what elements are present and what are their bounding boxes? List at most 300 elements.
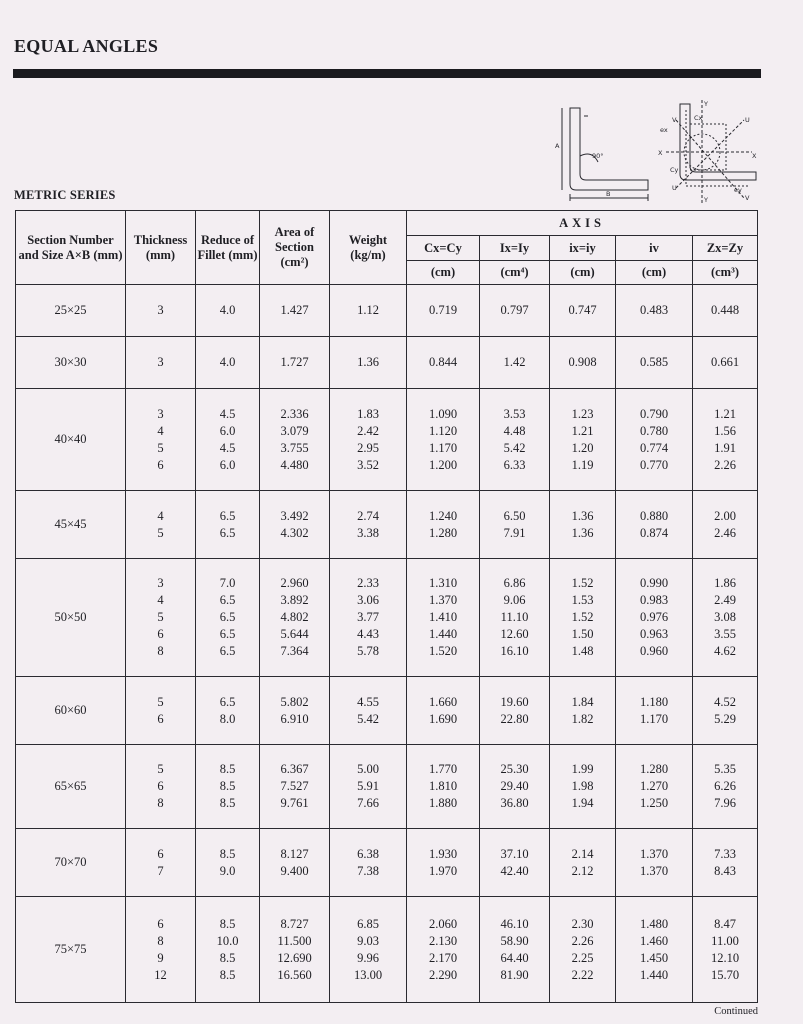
cell-value: 9.03 [357, 933, 379, 948]
cell-ri [550, 337, 616, 389]
cell-value: 1.970 [428, 863, 458, 878]
cell-value: 36.80 [500, 796, 529, 810]
cell-value: 3.52 [357, 457, 379, 472]
cell-r [196, 897, 260, 1003]
cell-t [126, 745, 196, 829]
cell-value: 1.460 [639, 933, 669, 948]
cell-value: 1.930 [428, 846, 458, 861]
header-cx: Cx=Cy [407, 236, 480, 261]
series-label: METRIC SERIES [14, 188, 116, 202]
cell-value: 1.53 [571, 593, 594, 607]
cell-value: 0.770 [639, 457, 669, 472]
cell-value: 6.38 [357, 846, 379, 861]
angle-label: 90° [592, 152, 604, 160]
cell-iv [616, 337, 693, 389]
y-axis-label: Y [704, 100, 708, 108]
cell-value: 12.60 [500, 627, 529, 641]
cell-value: 0.790 [639, 406, 669, 421]
cell-value: 1.36 [571, 525, 594, 540]
cell-value: 1.120 [428, 423, 458, 438]
header-zx: Zx=Zy [693, 236, 758, 261]
cell-value: 81.90 [500, 967, 529, 982]
cell-w [330, 745, 407, 829]
cell-value: 6 [157, 916, 164, 931]
cell-ix [480, 677, 550, 745]
cell-cx [407, 745, 480, 829]
section-size: 25×25 [16, 285, 126, 337]
cell-value: 7.38 [357, 863, 379, 878]
cell-value: 7 [157, 863, 164, 878]
header-ri-unit: (cm) [550, 261, 616, 285]
cell-value: 0.661 [710, 355, 740, 369]
cell-value: 6 [157, 627, 164, 641]
cell-ri [550, 897, 616, 1003]
cell-value: 3.755 [280, 440, 309, 455]
cell-r [196, 559, 260, 677]
cell-value: 5 [157, 762, 164, 776]
cell-a [260, 745, 330, 829]
ex-label: ex [660, 126, 668, 134]
cell-w [330, 559, 407, 677]
cell-value: 2.960 [280, 576, 309, 590]
cell-iv [616, 897, 693, 1003]
cell-value: 3.77 [357, 610, 379, 624]
section-size: 75×75 [16, 897, 126, 1003]
table-body [16, 285, 758, 1003]
cell-value: 5.78 [357, 644, 379, 658]
cell-value: 4.62 [714, 644, 736, 658]
cell-t [126, 337, 196, 389]
cell-value: 6.5 [219, 525, 236, 540]
cell-value: 11.00 [711, 933, 739, 948]
cell-value: 1.370 [639, 846, 669, 861]
cell-value: 6.0 [219, 457, 236, 472]
cell-a [260, 389, 330, 491]
cell-value: 7.33 [714, 846, 736, 861]
cell-value: 6.0 [219, 423, 236, 438]
cell-value: 1.56 [714, 423, 736, 438]
cell-ix [480, 285, 550, 337]
cell-iv [616, 677, 693, 745]
cell-value: 1.99 [571, 762, 594, 776]
cy-label: Cy [670, 166, 679, 174]
cell-ri [550, 677, 616, 745]
cell-value: 5.29 [714, 711, 736, 726]
table-row [16, 829, 758, 897]
cell-w [330, 337, 407, 389]
cell-value: 0.963 [639, 627, 669, 641]
cell-value: 4.43 [357, 627, 379, 641]
cell-value: 3 [157, 303, 164, 317]
cell-r [196, 337, 260, 389]
title-rule [13, 69, 761, 78]
cell-cx [407, 559, 480, 677]
section-size: 70×70 [16, 829, 126, 897]
cell-t [126, 829, 196, 897]
header-cx-unit: (cm) [407, 261, 480, 285]
cell-cx [407, 829, 480, 897]
cell-value: 1.12 [357, 303, 379, 317]
cell-value: 3.06 [357, 593, 379, 607]
cell-value: 4.5 [219, 406, 236, 421]
table-row [16, 389, 758, 491]
cell-value: 42.40 [500, 863, 529, 878]
cell-value: 0.908 [568, 355, 597, 369]
cell-value: 1.52 [571, 576, 594, 590]
cell-w [330, 491, 407, 559]
header-fillet: Reduce of Fillet (mm) [196, 211, 260, 285]
cell-value: 1.440 [639, 967, 669, 982]
header-ix-unit: (cm⁴) [480, 261, 550, 285]
cell-value: 8.47 [714, 916, 736, 931]
cell-value: 5 [157, 610, 164, 624]
cell-r [196, 829, 260, 897]
cell-value: 1.660 [428, 694, 458, 709]
cell-value: 1.98 [571, 779, 594, 793]
cell-value: 0.960 [639, 644, 669, 658]
cell-value: 64.40 [500, 950, 529, 965]
u-axis-label-bottom: U [672, 184, 677, 192]
cell-value: 1.180 [639, 694, 669, 709]
v-axis-label-bottom: V [745, 194, 750, 202]
cell-value: 8.5 [219, 950, 236, 965]
cell-value: 5.91 [357, 779, 379, 793]
cell-value: 1.20 [571, 440, 594, 455]
header-area-label: Area of Section [274, 225, 315, 254]
cell-value: 3.079 [280, 423, 309, 438]
cell-t [126, 559, 196, 677]
cell-a [260, 559, 330, 677]
cell-value: 19.60 [500, 694, 529, 709]
cell-value: 1.410 [428, 610, 458, 624]
cell-zx [693, 897, 758, 1003]
cell-value: 8 [157, 933, 164, 948]
cell-r [196, 491, 260, 559]
cell-value: 1.94 [571, 796, 594, 810]
cell-w [330, 897, 407, 1003]
cell-ix [480, 491, 550, 559]
table-row [16, 677, 758, 745]
cell-value: 2.46 [714, 525, 736, 540]
section-size: 50×50 [16, 559, 126, 677]
cell-value: 6.5 [219, 593, 236, 607]
cell-value: 4.55 [357, 694, 379, 709]
cell-cx [407, 389, 480, 491]
x-axis-label: X [658, 149, 663, 157]
cell-value: 2.336 [280, 406, 309, 421]
cell-value: 1.200 [428, 457, 458, 472]
cell-w [330, 285, 407, 337]
cell-value: 5.644 [280, 627, 309, 641]
cell-r [196, 285, 260, 337]
cell-value: 4.802 [280, 610, 309, 624]
u-axis-label: U [745, 116, 750, 124]
cell-cx [407, 677, 480, 745]
cell-iv [616, 745, 693, 829]
cell-value: 2.14 [571, 846, 594, 861]
cell-value: 0.774 [639, 440, 669, 455]
header-iv: iv [616, 236, 693, 261]
cell-value: 5.42 [357, 711, 379, 726]
cell-value: 4.302 [280, 525, 309, 540]
cell-value: 3.53 [503, 406, 526, 421]
cell-value: 8.727 [280, 916, 309, 931]
cell-zx [693, 337, 758, 389]
cell-value: 46.10 [500, 916, 529, 931]
cell-a [260, 491, 330, 559]
header-area-unit: (cm²) [280, 255, 309, 269]
cell-value: 6.5 [219, 627, 236, 641]
cell-value: 0.780 [639, 423, 669, 438]
cell-value: 2.33 [357, 576, 379, 590]
cell-value: 1.91 [714, 440, 736, 455]
cell-value: 1.810 [428, 779, 458, 793]
cell-value: 1.240 [428, 508, 458, 523]
cell-value: 7.66 [357, 796, 379, 810]
cell-w [330, 677, 407, 745]
cell-value: 8.0 [219, 711, 236, 726]
cell-value: 1.50 [571, 627, 594, 641]
cell-iv [616, 285, 693, 337]
cell-value: 2.30 [571, 916, 594, 931]
table-row [16, 491, 758, 559]
cell-ri [550, 829, 616, 897]
cell-value: 12.10 [710, 950, 740, 965]
cell-value: 6.5 [219, 644, 236, 658]
cell-iv [616, 829, 693, 897]
cell-value: 6.33 [503, 457, 526, 472]
cell-value: 7.91 [503, 525, 526, 540]
section-size: 60×60 [16, 677, 126, 745]
cell-value: 2.26 [571, 933, 594, 948]
continued-note: Continued [714, 1006, 758, 1017]
cell-value: 1.23 [571, 406, 594, 421]
cell-w [330, 829, 407, 897]
cell-value: 4 [157, 593, 164, 607]
cell-value: 6 [157, 711, 164, 726]
cell-value: 5.802 [280, 694, 309, 709]
section-size: 45×45 [16, 491, 126, 559]
cell-zx [693, 491, 758, 559]
cell-value: 13.00 [353, 967, 383, 982]
cell-ix [480, 829, 550, 897]
cell-ri [550, 745, 616, 829]
cell-value: 4.0 [219, 355, 236, 369]
cell-ix [480, 745, 550, 829]
cell-value: 1.690 [428, 711, 458, 726]
cell-value: 0.990 [639, 576, 669, 590]
cell-ix [480, 337, 550, 389]
cell-value: 0.976 [639, 610, 669, 624]
cell-value: 6.5 [219, 694, 236, 709]
cell-value: 3.892 [280, 593, 309, 607]
equal-angles-table [15, 210, 758, 1003]
cell-value: 6 [157, 457, 164, 472]
cell-cx [407, 285, 480, 337]
table-row [16, 745, 758, 829]
cell-ix [480, 559, 550, 677]
angle-section-diagram [552, 100, 762, 204]
cell-value: 7.0 [219, 576, 236, 590]
cell-value: 2.130 [428, 933, 458, 948]
header-area [260, 211, 330, 285]
cell-zx [693, 745, 758, 829]
cell-a [260, 677, 330, 745]
cell-r [196, 677, 260, 745]
cell-value: 5.35 [714, 762, 736, 776]
cell-value: 2.74 [357, 508, 379, 523]
cell-iv [616, 389, 693, 491]
cell-value: 8.5 [219, 779, 236, 793]
cell-value: 1.170 [428, 440, 458, 455]
cell-value: 1.770 [428, 762, 458, 776]
header-iv-unit: (cm) [616, 261, 693, 285]
cell-value: 8.5 [219, 916, 236, 931]
cell-t [126, 389, 196, 491]
cell-value: 0.747 [568, 303, 597, 317]
cell-value: 2.26 [714, 457, 736, 472]
cell-value: 6.910 [280, 711, 309, 726]
cell-value: 1.21 [714, 406, 736, 421]
cell-value: 5 [157, 694, 164, 709]
cell-value: 1.480 [639, 916, 669, 931]
cell-value: 1.440 [428, 627, 458, 641]
cell-value: 6.367 [280, 762, 309, 776]
cell-ri [550, 389, 616, 491]
cell-value: 4 [157, 423, 164, 438]
cell-value: 8.5 [219, 846, 236, 861]
cell-value: 10.0 [216, 933, 239, 948]
cell-a [260, 829, 330, 897]
cell-value: 25.30 [500, 762, 529, 776]
cell-value: 1.427 [280, 303, 309, 317]
cell-value: 3 [157, 355, 164, 369]
cell-cx [407, 491, 480, 559]
cell-value: 2.060 [428, 916, 458, 931]
cell-value: 4.48 [503, 423, 526, 438]
cell-value: 0.880 [639, 508, 669, 523]
header-zx-unit: (cm³) [693, 261, 758, 285]
cell-value: 6.86 [503, 576, 526, 590]
cell-value: 0.448 [710, 303, 740, 317]
cell-value: 8 [157, 796, 164, 810]
cell-value: 7.96 [714, 796, 736, 810]
cell-t [126, 285, 196, 337]
cell-r [196, 389, 260, 491]
cell-value: 2.290 [428, 967, 458, 982]
cell-value: 8.5 [219, 796, 236, 810]
cell-value: 8 [157, 644, 164, 658]
cell-ri [550, 559, 616, 677]
dim-a-label: A [555, 142, 560, 150]
cell-value: 2.49 [714, 593, 736, 607]
cell-value: 1.727 [280, 355, 309, 369]
cell-value: 0.719 [428, 303, 458, 317]
cell-value: 8.127 [280, 846, 309, 861]
section-size: 30×30 [16, 337, 126, 389]
cell-value: 1.880 [428, 796, 458, 810]
cell-value: 8.5 [219, 762, 236, 776]
header-thickness: Thickness (mm) [126, 211, 196, 285]
cell-value: 2.170 [428, 950, 458, 965]
cell-value: 2.42 [357, 423, 379, 438]
cell-value: 2.25 [571, 950, 594, 965]
cell-value: 29.40 [500, 779, 529, 793]
cell-value: 0.483 [639, 303, 669, 317]
cell-value: 2.22 [571, 967, 594, 982]
cell-value: 4.480 [280, 457, 309, 472]
cell-value: 7.364 [280, 644, 309, 658]
cell-value: 0.797 [500, 303, 529, 317]
cell-w [330, 389, 407, 491]
header-axis: AXIS [407, 211, 758, 236]
cell-value: 1.370 [428, 593, 458, 607]
cell-value: 1.370 [639, 863, 669, 878]
cell-value: 1.52 [571, 610, 594, 624]
cell-value: 6 [157, 846, 164, 861]
cell-value: 5.42 [503, 440, 526, 455]
cell-ri [550, 285, 616, 337]
cell-value: 11.500 [277, 933, 312, 948]
cell-value: 0.874 [639, 525, 669, 540]
cell-value: 3 [157, 406, 164, 421]
cell-value: 3.38 [357, 525, 379, 540]
cell-value: 1.250 [639, 796, 669, 810]
table-row [16, 337, 758, 389]
cell-value: 5 [157, 440, 164, 455]
cell-value: 0.844 [428, 355, 458, 369]
cell-value: 1.42 [503, 355, 526, 369]
cell-value: 8.43 [714, 863, 736, 878]
x-axis-label-right: X [752, 152, 757, 160]
cell-value: 1.280 [428, 525, 458, 540]
cell-value: 5.00 [357, 762, 379, 776]
cell-value: 12.690 [277, 950, 312, 965]
cell-value: 6.50 [503, 508, 526, 523]
cell-value: 9.0 [219, 863, 236, 878]
cell-value: 1.280 [639, 762, 669, 776]
header-weight: Weight (kg/m) [330, 211, 407, 285]
cell-zx [693, 677, 758, 745]
dim-b-label: B [606, 190, 611, 198]
cell-value: 3.08 [714, 610, 736, 624]
cell-value: 1.520 [428, 644, 458, 658]
cell-value: 6.5 [219, 610, 236, 624]
cell-zx [693, 829, 758, 897]
cell-value: 2.12 [571, 863, 594, 878]
cell-value: 0.983 [639, 593, 669, 607]
section-size: 65×65 [16, 745, 126, 829]
cell-r [196, 745, 260, 829]
cell-value: 11.10 [500, 610, 529, 624]
cell-value: 1.82 [571, 711, 594, 726]
cell-value: 7.527 [280, 779, 309, 793]
cell-value: 15.70 [710, 967, 740, 982]
cell-value: 37.10 [500, 846, 529, 861]
v-axis-label: V [672, 116, 677, 124]
page-title: EQUAL ANGLES [14, 36, 159, 56]
cell-cx [407, 897, 480, 1003]
cell-value: 1.21 [571, 423, 594, 438]
cell-value: 1.270 [639, 779, 669, 793]
cell-value: 1.090 [428, 406, 458, 421]
cell-value: 1.84 [571, 694, 594, 709]
section-size: 40×40 [16, 389, 126, 491]
cell-value: 16.10 [500, 644, 529, 658]
ey-label: ey [734, 186, 742, 194]
cell-zx [693, 559, 758, 677]
cell-ix [480, 897, 550, 1003]
